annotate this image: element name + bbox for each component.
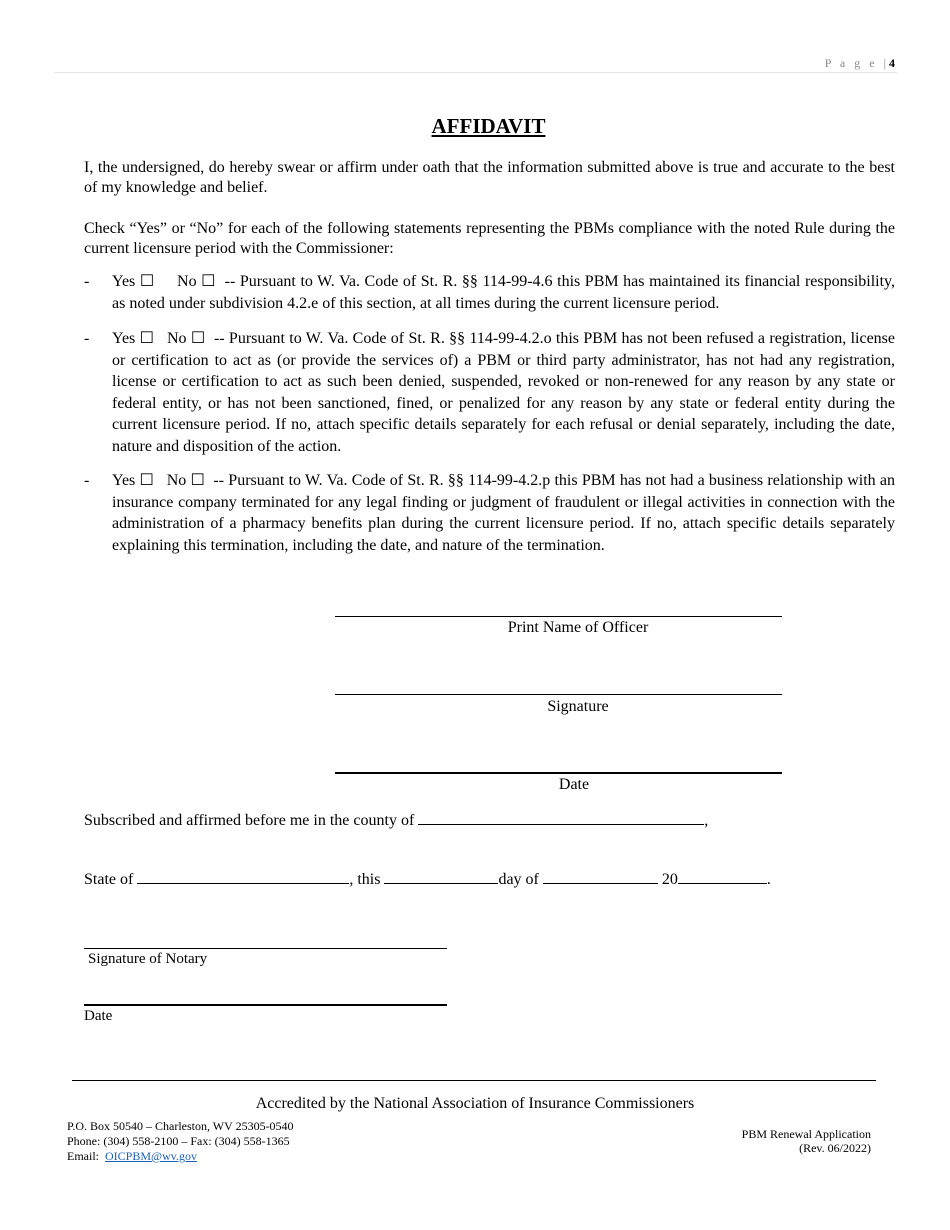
list-dash: - [84, 273, 90, 290]
address: P.O. Box 50540 – Charleston, WV 25305-0540 [67, 1119, 294, 1133]
date-label: Date [558, 776, 590, 793]
year-prefix: 20 [661, 871, 678, 888]
notary-date-line[interactable] [84, 1004, 447, 1006]
list-dash: - [84, 330, 90, 347]
statement-text: -- Pursuant to W. Va. Code of St. R. §§ 114-99-4.2.p this PBM has not had a business relationship with an insurance company terminated for any legal finding or judgment of fraudulent or illegal activities in connection with the administration of a pharmacy benefits plan during the current licensure period. If no, attach specific details separately explaining this termination, including the date, and nature of the termination. [112, 472, 896, 554]
page-label: P a g e | [824, 56, 889, 70]
no-checkbox[interactable]: No ☐ [166, 472, 205, 489]
print-name-line[interactable] [335, 616, 782, 617]
statement-text: -- Pursuant to W. Va. Code of St. R. §§ 114-99-4.2.o this PBM has not been refused a registration, license or certification to act as (or provide the services of) a PBM or third party administrator, has not had any registration, license or certification to act as such been denied, suspended, revoked or non-renewed for any reason by any state or federal entity, or has not been sanctioned, fined, or penalized for any reason by any state or federal entity during the current licensure period. If no, attach specific details separately for each refusal or denial separately, including the date, nature and disposition of the action. [112, 330, 896, 455]
page-title: AFFIDAVIT [431, 114, 546, 138]
revision: (Rev. 06/2022) [799, 1141, 871, 1155]
month-blank[interactable] [543, 869, 658, 884]
form-revision [742, 1127, 871, 1155]
notary-signature-label: Signature of Notary [88, 951, 208, 967]
period: . [766, 871, 771, 888]
county-text: Subscribed and affirmed before me in the county of [84, 812, 415, 829]
notary-signature-line[interactable] [84, 948, 447, 949]
statement-item [84, 271, 895, 314]
intro-paragraph: I, the undersigned, do hereby swear or affirm under oath that the information submitted above is true and accurate to the best of my knowledge and belief. [84, 159, 895, 196]
county-blank[interactable] [418, 810, 704, 825]
no-checkbox[interactable]: No ☐ [177, 273, 216, 290]
page-number-value: 4 [889, 56, 895, 70]
state-text: State of [84, 871, 134, 888]
email-link[interactable]: OICPBM@wv.gov [105, 1149, 197, 1163]
notary-date-label: Date [84, 1008, 113, 1024]
signature-label: Signature [547, 698, 609, 715]
county-comma: , [704, 812, 709, 829]
state-blank[interactable] [137, 869, 349, 884]
header-divider [54, 72, 897, 73]
form-name: PBM Renewal Application [741, 1127, 871, 1141]
state-row [84, 869, 771, 889]
footer-divider [72, 1080, 876, 1081]
county-row [84, 810, 708, 830]
statement-text: -- Pursuant to W. Va. Code of St. R. §§ 114-99-4.6 this PBM has maintained its financial responsibility, as noted under subdivision 4.2.e of this section, at all times during the current licensure period. [112, 273, 896, 312]
list-dash: - [84, 472, 90, 489]
statement-item [84, 328, 895, 457]
print-name-label: Print Name of Officer [507, 619, 649, 636]
email-row [67, 1149, 294, 1164]
phone: Phone: (304) 558-2100 – Fax: (304) 558-1365 [67, 1134, 290, 1148]
instruction-paragraph: Check “Yes” or “No” for each of the following statements representing the PBMs compliance with the noted Rule during the current licensure period with the Commissioner: [84, 220, 895, 257]
this-text: , this [349, 871, 381, 888]
signature-line[interactable] [335, 694, 782, 695]
year-blank[interactable] [678, 869, 767, 884]
yes-checkbox[interactable]: Yes ☐ [112, 330, 154, 347]
no-checkbox[interactable]: No ☐ [167, 330, 206, 347]
yes-checkbox[interactable]: Yes ☐ [112, 273, 155, 290]
accreditation-text: Accredited by the National Association of Insurance Commissioners [255, 1095, 695, 1112]
contact-info [67, 1119, 294, 1164]
date-line[interactable] [335, 772, 782, 774]
day-of-text: day of [498, 871, 539, 888]
email-label: Email: [67, 1149, 99, 1163]
day-blank[interactable] [384, 869, 498, 884]
statement-item [84, 470, 895, 556]
yes-checkbox[interactable]: Yes ☐ [112, 472, 154, 489]
page-number [825, 56, 895, 71]
